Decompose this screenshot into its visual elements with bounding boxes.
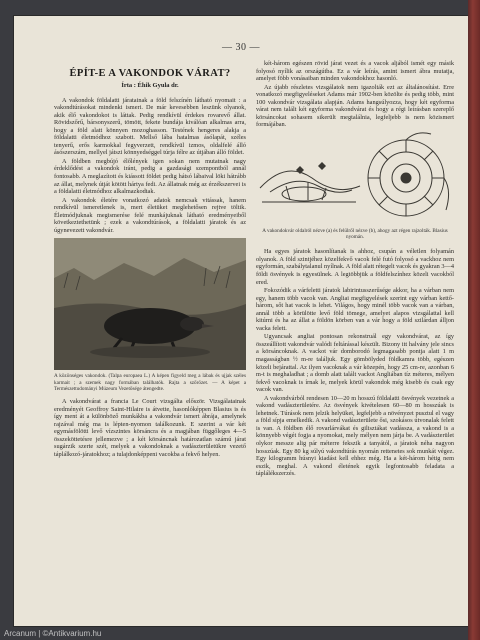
photo-caption: A közönséges vakondok. (Talpa europaea L.) A képen figyeld meg a lábak és ujjak széles karmait ; a szemek nagy formában találhatók. Rajta a szőrözet. — A képet a Természettudományi Múzeum Vezetősége átengedte. (54, 373, 246, 392)
diagram-caption: A vakondokvár oldalról nézve (a) és felülről nézve (b), ahogy azt régen rajzolták. Blasius nyomán. (262, 227, 448, 241)
paragraph: A vakondok életére vonatkozó adatok nemcsak vitássak, hanem rendkívül ismeretlenek is, mert életüket meglehetősen rejtve töltik. Életmódjuknak megismerése felé munkájuknak látható eredményeiből következtethetünk ; ezek a vakondtúrások, a földalatti járatok és az úgynevezett vakondvár. (54, 196, 246, 234)
paragraph: A vakondvárat a francia Le Court vizsgálta először. Vizsgálatainak eredményét Geoffroy Saint-Hilaire is átvette, hasonlóképpen Blasius is és így ment át a különböző munkákba a vakondvár ismert ábrája, amelynek rajzával még ma is lépten-nyomon találkozunk. E szerint a vár két egymásfölötti levő vízszintes körsáncra és a magjában függőleges 4—5 összeköttetésre jellemezve ; a két körsáncnak határozatlan számú járat sugárzik szerte szét, melyek a vakondoknak a vadászterületükre vezető táplálkozó-járatokhoz; a tulajdonképpeni vacokba a fekvő helyen. (54, 398, 246, 458)
paragraph: Ugyancsak angliai pontosan rekonstruál egy vakondvárat, az így összeállított vakondvár valódi feltárással készült. Bizony itt halvány jele sincs a körsáncoknak. A vackot vár domborodó legmagasabb pontja alatt 1 m magasságban ½ m-re találjuk. Egy gömbölyded földkamra több, egészen közeli bejárattal. Az ilyen vacoknak a vár közepén, hogy 25 cm-re, azonban 6 m-t is meghaladhat ; a domb alatt talált vackot Angliában tíz méteres, mélyen fekvő vacoknak is írnak le, melyek körül vakondok még kisebb és csak egy vacok van. (256, 333, 454, 394)
article-byline: Írta : Éhik Gyula dr. (121, 82, 179, 89)
paragraph: Ha egyes járatok hasonlítanak is ahhoz, csupán a véletlen folyamán olyanok. A föld szintjéhez közelfekvő vacok felé futó folyosó a vackhoz nem egyformán, szabálytalanul nyílnak. A föld alatt rétegelt vacok és gyakran 3—4 földi ösvények is egyesülnek. A legtöbbjük a földfelszínhez közeli vacokból ered. (256, 248, 454, 286)
article-title: ÉPÍT-E A VAKONDOK VÁRAT? (69, 68, 231, 79)
paragraph: A földben megbújó élőlények igen sokan nem mutatnak nagy érdeklődést a vakondok iránt, pedig a gazdasági szempontból annál fontosabb. A meglazított és kiássott földet pedig hátsó lábaival löki hátrább az állat, melynek útját kötött hártya fedi. Az állatnak még az érzékszervei is a földalatti életmódhoz alkalmazkodtak. (54, 157, 246, 196)
watermark-text: Arcanum | ©Antikvarium.hu (4, 629, 102, 638)
paragraph: két-három egészen rövid járat vezet és a vacok aljából ismét egy másik folyosó nyílik az országútba. Ez a vár leírás, amint ismert ábra mutatja, amelyet föbb vonásaiban minden vakondokhoz hasonló. (256, 60, 454, 83)
left-column (54, 60, 246, 620)
paragraph: Fokozódik a várfeletti járatok labirintusszerűsége akkor, ha a várban nem egy, hanem több vacok van. Angliai megfigyelések szerint egy várban kettő-három, sőt hat vacok is lehet. Világos, hogy minél több vacok van a várban, annál több a körülötte levő föld tömege, amelyet alapos vizsgálattal kell kitúrni és ha az állat a földön körben van a vár hogy a föld szilárdan álljon vacka felett. (256, 287, 454, 332)
book-page (14, 16, 468, 626)
paragraph: A vakondok földalatti járatainak a föld felszínén látható nyomait : a vakondtúrásokat mindenki ismeri. De már kevesebben leszünk olyanok, akik élő vakondokot is láttak. Pedig rendkívül érdekes rovarevő állat. Rövidszőrű, bársonyszerű, tömött, fekete bundája kiválóan alkalmas arra, hogy a föld alatt könnyen mozoghasson. Testének hengeres alakja a földalatti életmódhoz szabott. Mellső lába hatalmas ásólapát, széles tenyerű, erős karmokkal fegyverzett, rendkívül izmos, oldalfelé álló ásószerszám, mellyel játszi könnyedséggel túrja félre az útjában álló földet. (54, 96, 246, 157)
mole-fortress-diagram (256, 130, 454, 226)
paragraph: Az újabb részletes vizsgálatok nem igazolták ezt az általánosítást. Erre vonatkozó megfigyeléseket Adams már 1902-ben közölte és pedig több, mint 100 vakondvár vizsgálata alapján. Adams hangsúlyozza, hogy két egyforma várat nem talált két egyforma vakondvárat és hogy a régi leírásban szereplő körsáncokat sohasem sikerült megtalálnia, legfeljebb is nem közismert formájában. (256, 83, 454, 129)
book-binding-edge (468, 0, 480, 640)
mole-photo (54, 238, 246, 370)
page-number: — 30 — (222, 42, 260, 53)
right-column (256, 60, 454, 620)
paragraph: A vakondvárból rendesen 10—20 m hosszú földalatti ösvények vezetnek a vakond vadászterületére. Az ösvények kivételesen 60—80 m hosszúak is lehetnek. Túrások nem jelzik helyüket, legfeljebb a növényzet pusztul el vagy a föld sípja emelkedik. A vakond vadászterülete ősi, szokásos útvonalak felett is van. A földben élő rovarlárvákat és gilisztákat vadássza, a vakond is a könnyebb végét fogja a nyomokat, mely mélyen nem járja be. A vadászterület olykor messze alig pár méterre fekszik a tanyától, a járatok néha nagyon hosszúak. Egy 80 kg súlyú vakondtúrás nyomán rettenetes sok munkát végez. Egy kilogramm húsnyi kiadást kell ehhez még. Ha a két-három hétig nem eszik, meghal. A vakond életének egyik legfontosabb feladata a táplálékszerzés. (256, 394, 454, 478)
